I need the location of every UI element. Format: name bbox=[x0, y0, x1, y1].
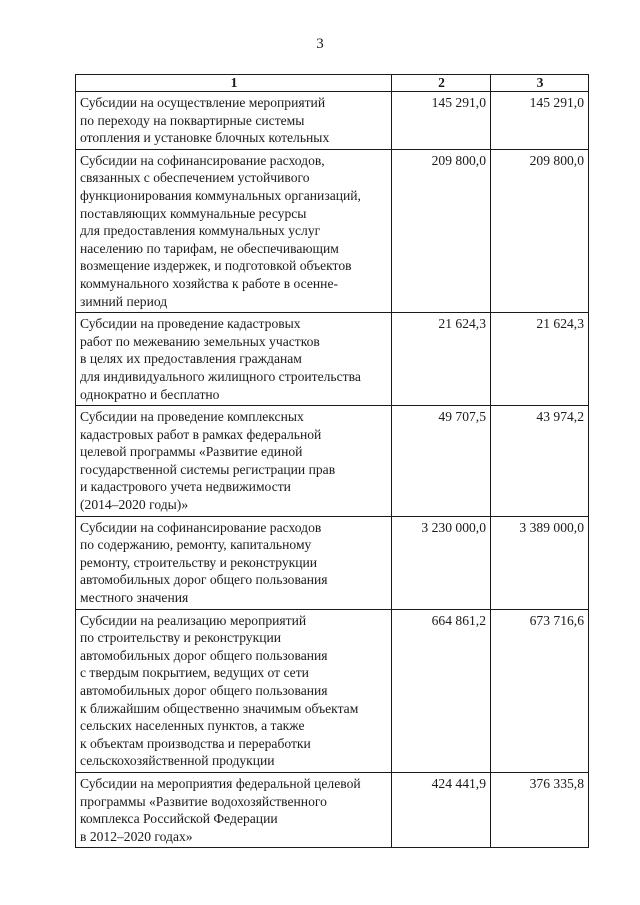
row-description bbox=[76, 516, 392, 609]
description-line: по строительству и реконструкции bbox=[80, 630, 282, 646]
value-column-3: 376 335,8 bbox=[491, 772, 589, 847]
description-line: местного значения bbox=[80, 590, 189, 606]
value-column-3: 673 716,6 bbox=[491, 609, 589, 772]
description-line: автомобильных дорог общего пользования bbox=[80, 647, 328, 663]
description-line: по содержанию, ремонту, капитальному bbox=[80, 537, 312, 553]
table-row bbox=[76, 149, 589, 312]
table-row bbox=[76, 406, 589, 517]
description-line: в целях их предоставления гражданам bbox=[80, 351, 302, 367]
table-row bbox=[76, 516, 589, 609]
column-header-1: 1 bbox=[76, 75, 392, 92]
value-column-2: 49 707,5 bbox=[392, 406, 491, 517]
description-line: автомобильных дорог общего пользования bbox=[80, 683, 328, 698]
value-column-2: 3 230 000,0 bbox=[392, 516, 491, 609]
value-column-2: 21 624,3 bbox=[392, 313, 491, 406]
description-line: поставляющих коммунальные ресурсы bbox=[80, 205, 307, 221]
description-line: возмещение издержек, и подготовкой объектов bbox=[80, 258, 352, 274]
description-line: к объектам производства и переработки bbox=[80, 735, 311, 751]
description-line: Субсидии на проведение комплексных bbox=[80, 409, 304, 425]
table-row bbox=[76, 92, 589, 150]
description-line: коммунального хозяйства к работе в осенне- bbox=[80, 275, 339, 291]
description-line: и кадастрового учета недвижимости bbox=[80, 479, 291, 495]
description-line: Субсидии на реализацию мероприятий bbox=[80, 612, 307, 628]
description-line: (2014–2020 годы)» bbox=[80, 497, 189, 513]
description-line: Субсидии на софинансирование расходов bbox=[80, 519, 322, 535]
description-line: комплекса Российской Федерации bbox=[80, 811, 278, 827]
value-column-3: 43 974,2 bbox=[491, 406, 589, 517]
table-row bbox=[76, 772, 589, 847]
description-line: программы «Развитие водохозяйственного bbox=[80, 793, 327, 809]
description-line: сельских населенных пунктов, а также bbox=[80, 718, 305, 734]
description-line: отопления и установке блочных котельных bbox=[80, 130, 330, 146]
value-column-3: 209 800,0 bbox=[491, 149, 589, 312]
description-line: кадастровых работ в рамках федеральной bbox=[80, 426, 322, 442]
subsidy-table bbox=[75, 74, 589, 848]
value-column-3: 145 291,0 bbox=[491, 92, 589, 150]
description-line: сельскохозяйственной продукции bbox=[80, 753, 275, 769]
row-description bbox=[76, 149, 392, 312]
description-line: однократно и бесплатно bbox=[80, 386, 220, 402]
row-description bbox=[76, 406, 392, 517]
description-line: населению по тарифам, не обеспечивающим bbox=[80, 240, 339, 256]
row-description bbox=[76, 313, 392, 406]
header-row bbox=[76, 75, 589, 92]
description-line: государственной системы регистрации прав bbox=[80, 461, 336, 477]
description-line: работ по межеванию земельных участков bbox=[80, 333, 320, 349]
value-column-2: 145 291,0 bbox=[392, 92, 491, 150]
description-line: связанных с обеспечением устойчивого bbox=[80, 170, 310, 186]
table-row bbox=[76, 609, 589, 772]
value-column-3: 3 389 000,0 bbox=[491, 516, 589, 609]
description-line: автомобильных дорог общего пользования bbox=[80, 572, 328, 588]
description-line: функционирования коммунальных организаций, bbox=[80, 187, 361, 203]
value-column-3: 21 624,3 bbox=[491, 313, 589, 406]
description-line: по переходу на поквартирные системы bbox=[80, 112, 305, 128]
column-header-3: 3 bbox=[491, 75, 589, 92]
value-column-2: 664 861,2 bbox=[392, 609, 491, 772]
description-line: целевой программы «Развитие единой bbox=[80, 444, 303, 460]
description-line: для индивидуального жилищного строительства bbox=[80, 368, 361, 384]
table-header bbox=[76, 75, 589, 92]
description-line: с твердым покрытием, ведущих от сети bbox=[80, 665, 309, 681]
description-line: Субсидии на мероприятия федеральной целевой bbox=[80, 775, 361, 791]
description-line: Субсидии на софинансирование расходов, bbox=[80, 152, 325, 168]
page-number: 3 bbox=[316, 36, 324, 52]
row-description bbox=[76, 772, 392, 847]
table-row bbox=[76, 313, 589, 406]
column-header-2: 2 bbox=[392, 75, 491, 92]
description-line: Субсидии на осуществление мероприятий bbox=[80, 95, 326, 110]
row-description bbox=[76, 609, 392, 772]
value-column-2: 209 800,0 bbox=[392, 149, 491, 312]
row-description bbox=[76, 92, 392, 150]
description-line: ремонту, строительству и реконструкции bbox=[80, 554, 318, 570]
description-line: Субсидии на проведение кадастровых bbox=[80, 316, 301, 332]
description-line: для предоставления коммунальных услуг bbox=[80, 223, 321, 239]
description-line: зимний период bbox=[80, 293, 168, 309]
description-line: к ближайшим общественно значимым объектам bbox=[80, 700, 359, 716]
table-body bbox=[76, 92, 589, 848]
value-column-2: 424 441,9 bbox=[392, 772, 491, 847]
description-line: в 2012–2020 годах» bbox=[80, 828, 193, 844]
